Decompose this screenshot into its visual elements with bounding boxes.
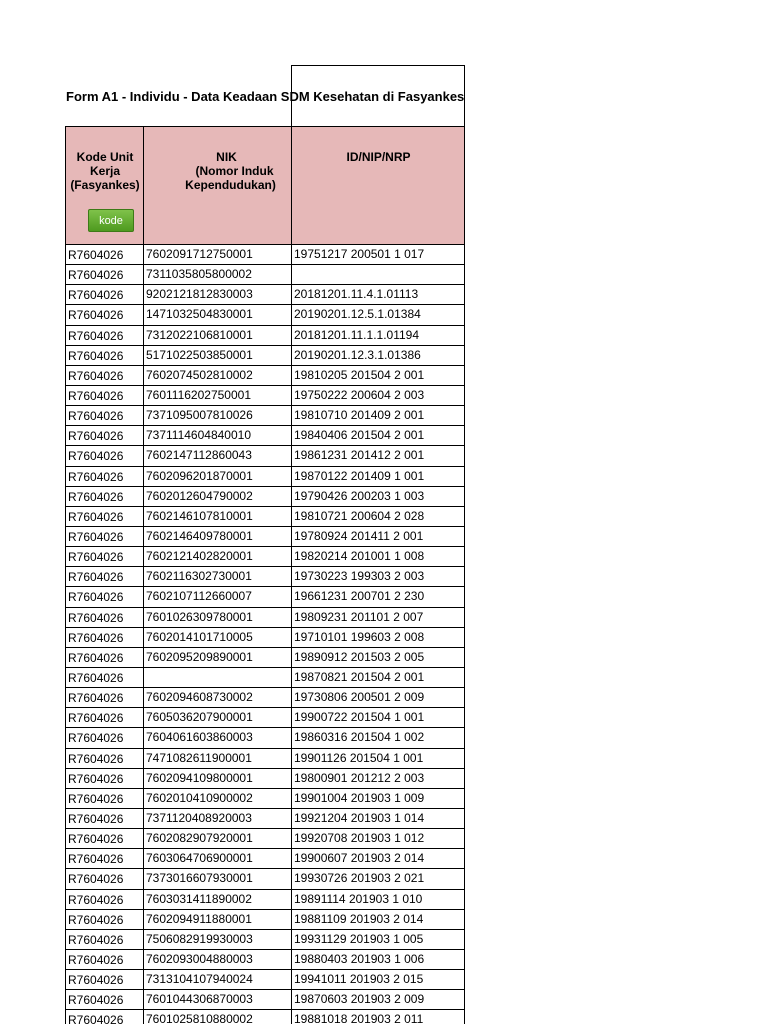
cell-kode-unit[interactable]: R7604026	[66, 909, 144, 929]
table-row	[66, 506, 465, 526]
cell-nik[interactable]: 7601026309780001	[144, 607, 292, 627]
header-kode-unit-line3: (Fasyankes)	[70, 178, 140, 192]
table-row	[66, 345, 465, 365]
table-row	[66, 385, 465, 405]
table-row	[66, 949, 465, 969]
cell-nik[interactable]: 7602012604790002	[144, 486, 292, 506]
cell-kode-unit[interactable]: R7604026	[66, 949, 144, 969]
cell-id-nip-nrp[interactable]: 19900607 201903 2 014	[292, 849, 465, 869]
cell-id-nip-nrp[interactable]: 19730223 199303 2 003	[292, 567, 465, 587]
cell-kode-unit[interactable]: R7604026	[66, 345, 144, 365]
cell-id-nip-nrp[interactable]: 19790426 200203 1 003	[292, 486, 465, 506]
header-nik-line3: Kependudukan)	[185, 178, 276, 192]
cell-nik[interactable]: 7506082919930003	[144, 929, 292, 949]
table-row	[66, 466, 465, 486]
table-row	[66, 688, 465, 708]
cell-nik[interactable]: 7311035805800002	[144, 265, 292, 285]
cell-kode-unit[interactable]: R7604026	[66, 406, 144, 426]
header-id-nip-nrp-label: ID/NIP/NRP	[346, 150, 411, 164]
table-row	[66, 808, 465, 828]
cell-id-nip-nrp[interactable]: 19870603 201903 2 009	[292, 990, 465, 1010]
cell-nik[interactable]: 7602147112860043	[144, 446, 292, 466]
cell-id-nip-nrp[interactable]: 19901004 201903 1 009	[292, 788, 465, 808]
table-row	[66, 889, 465, 909]
cell-nik[interactable]: 7471082611900001	[144, 748, 292, 768]
table-row	[66, 849, 465, 869]
table-row	[66, 486, 465, 506]
table-row	[66, 929, 465, 949]
cell-id-nip-nrp[interactable]: 19751217 200501 1 017	[292, 245, 465, 265]
table-row	[66, 365, 465, 385]
table-row	[66, 265, 465, 285]
cell-kode-unit[interactable]: R7604026	[66, 486, 144, 506]
table-row	[66, 647, 465, 667]
cell-nik[interactable]: 1471032504830001	[144, 305, 292, 325]
cell-kode-unit[interactable]: R7604026	[66, 990, 144, 1010]
cell-id-nip-nrp[interactable]: 19730806 200501 2 009	[292, 688, 465, 708]
cell-nik[interactable]: 7602091712750001	[144, 245, 292, 265]
cell-kode-unit[interactable]: R7604026	[66, 808, 144, 828]
table-row	[66, 426, 465, 446]
cell-kode-unit[interactable]: R7604026	[66, 245, 144, 265]
cell-kode-unit[interactable]: R7604026	[66, 426, 144, 446]
cell-kode-unit[interactable]: R7604026	[66, 970, 144, 990]
cell-nik[interactable]: 7312022106810001	[144, 325, 292, 345]
cell-id-nip-nrp[interactable]: 19710101 199603 2 008	[292, 627, 465, 647]
cell-kode-unit[interactable]: R7604026	[66, 627, 144, 647]
cell-nik[interactable]: 7602093004880003	[144, 949, 292, 969]
kode-button[interactable]: kode	[88, 209, 134, 232]
cell-id-nip-nrp[interactable]	[292, 265, 465, 285]
table-row	[66, 768, 465, 788]
cell-id-nip-nrp[interactable]: 19820214 201001 1 008	[292, 547, 465, 567]
cell-id-nip-nrp[interactable]: 20181201.11.1.1.01194	[292, 325, 465, 345]
cell-kode-unit[interactable]: R7604026	[66, 365, 144, 385]
cell-id-nip-nrp[interactable]: 19840406 201504 2 001	[292, 426, 465, 446]
cell-nik[interactable]: 7602146409780001	[144, 526, 292, 546]
cell-kode-unit[interactable]: R7604026	[66, 869, 144, 889]
cell-nik[interactable]: 7603064706900001	[144, 849, 292, 869]
data-table	[65, 126, 465, 1024]
cell-id-nip-nrp[interactable]: 19901126 201504 1 001	[292, 748, 465, 768]
header-kode-unit-line2: Kerja	[89, 164, 121, 178]
table-row	[66, 245, 465, 265]
cell-id-nip-nrp[interactable]: 19891114 201903 1 010	[292, 889, 465, 909]
cell-nik[interactable]: 7603031411890002	[144, 889, 292, 909]
cell-id-nip-nrp[interactable]: 20190201.12.3.1.01386	[292, 345, 465, 365]
table-row	[66, 708, 465, 728]
table-row	[66, 829, 465, 849]
header-id-nip-nrp	[292, 127, 465, 245]
cell-kode-unit[interactable]: R7604026	[66, 547, 144, 567]
cell-nik[interactable]: 5171022503850001	[144, 345, 292, 365]
cell-kode-unit[interactable]: R7604026	[66, 768, 144, 788]
cell-nik[interactable]: 7601025810880002	[144, 1010, 292, 1024]
cell-id-nip-nrp[interactable]: 19881109 201903 2 014	[292, 909, 465, 929]
cell-nik[interactable]: 7602116302730001	[144, 567, 292, 587]
cell-kode-unit[interactable]: R7604026	[66, 667, 144, 687]
table-row	[66, 788, 465, 808]
cell-kode-unit[interactable]: R7604026	[66, 889, 144, 909]
header-row	[66, 127, 465, 245]
cell-id-nip-nrp[interactable]: 19870122 201409 1 001	[292, 466, 465, 486]
table-row	[66, 728, 465, 748]
cell-id-nip-nrp[interactable]: 19870821 201504 2 001	[292, 667, 465, 687]
cell-nik[interactable]: 7313104107940024	[144, 970, 292, 990]
cell-id-nip-nrp[interactable]: 19800901 201212 2 003	[292, 768, 465, 788]
cell-nik[interactable]: 7371095007810026	[144, 406, 292, 426]
cell-kode-unit[interactable]: R7604026	[66, 466, 144, 486]
cell-id-nip-nrp[interactable]: 19661231 200701 2 230	[292, 587, 465, 607]
cell-id-nip-nrp[interactable]: 19881018 201903 2 011	[292, 1010, 465, 1024]
cell-id-nip-nrp[interactable]: 19750222 200604 2 003	[292, 385, 465, 405]
cell-nik[interactable]: 7602121402820001	[144, 547, 292, 567]
cell-nik[interactable]: 7602010410900002	[144, 788, 292, 808]
cell-id-nip-nrp[interactable]: 19921204 201903 1 014	[292, 808, 465, 828]
cell-id-nip-nrp[interactable]: 20181201.11.4.1.01113	[292, 285, 465, 305]
cell-kode-unit[interactable]: R7604026	[66, 748, 144, 768]
cell-kode-unit[interactable]: R7604026	[66, 285, 144, 305]
cell-id-nip-nrp[interactable]: 19810721 200604 2 028	[292, 506, 465, 526]
cell-kode-unit[interactable]: R7604026	[66, 305, 144, 325]
table-row	[66, 667, 465, 687]
cell-kode-unit[interactable]: R7604026	[66, 647, 144, 667]
cell-nik[interactable]: 7373016607930001	[144, 869, 292, 889]
cell-kode-unit[interactable]: R7604026	[66, 506, 144, 526]
cell-kode-unit[interactable]: R7604026	[66, 849, 144, 869]
cell-nik[interactable]	[144, 667, 292, 687]
cell-kode-unit[interactable]: R7604026	[66, 607, 144, 627]
cell-kode-unit[interactable]: R7604026	[66, 929, 144, 949]
cell-kode-unit[interactable]: R7604026	[66, 567, 144, 587]
cell-id-nip-nrp[interactable]: 19890912 201503 2 005	[292, 647, 465, 667]
header-nik-line2: (Nomor Induk	[195, 164, 274, 178]
table-row	[66, 909, 465, 929]
table-row	[66, 325, 465, 345]
cell-kode-unit[interactable]: R7604026	[66, 728, 144, 748]
table-row	[66, 1010, 465, 1024]
cell-kode-unit[interactable]: R7604026	[66, 688, 144, 708]
cell-kode-unit[interactable]: R7604026	[66, 829, 144, 849]
cell-nik[interactable]: 7602095209890001	[144, 647, 292, 667]
header-nik-line1: NIK	[216, 150, 237, 164]
cell-id-nip-nrp[interactable]: 19861231 201412 2 001	[292, 446, 465, 466]
cell-id-nip-nrp[interactable]: 19920708 201903 1 012	[292, 829, 465, 849]
table-row	[66, 526, 465, 546]
cell-kode-unit[interactable]: R7604026	[66, 788, 144, 808]
cell-kode-unit[interactable]: R7604026	[66, 385, 144, 405]
cell-kode-unit[interactable]: R7604026	[66, 265, 144, 285]
cell-kode-unit[interactable]: R7604026	[66, 446, 144, 466]
table-row	[66, 607, 465, 627]
table-row	[66, 305, 465, 325]
cell-nik[interactable]: 7371114604840010	[144, 426, 292, 446]
cell-kode-unit[interactable]: R7604026	[66, 708, 144, 728]
cell-nik[interactable]: 7601116202750001	[144, 385, 292, 405]
cell-nik[interactable]: 7602146107810001	[144, 506, 292, 526]
table-row	[66, 285, 465, 305]
table-row	[66, 970, 465, 990]
cell-id-nip-nrp[interactable]: 19880403 201903 1 006	[292, 949, 465, 969]
cell-id-nip-nrp[interactable]: 19809231 201101 2 007	[292, 607, 465, 627]
form-title: Form A1 - Individu - Data Keadaan SDM Kesehatan di Fasyankes	[66, 89, 464, 104]
cell-id-nip-nrp[interactable]: 19931129 201903 1 005	[292, 929, 465, 949]
cell-kode-unit[interactable]: R7604026	[66, 1010, 144, 1024]
cell-nik[interactable]: 7605036207900001	[144, 708, 292, 728]
cell-id-nip-nrp[interactable]: 19810710 201409 2 001	[292, 406, 465, 426]
cell-kode-unit[interactable]: R7604026	[66, 325, 144, 345]
table-row	[66, 406, 465, 426]
cell-nik[interactable]: 7602107112660007	[144, 587, 292, 607]
table-row	[66, 990, 465, 1010]
cell-id-nip-nrp[interactable]: 19900722 201504 1 001	[292, 708, 465, 728]
cell-kode-unit[interactable]: R7604026	[66, 587, 144, 607]
cell-nik[interactable]: 7602074502810002	[144, 365, 292, 385]
table-row	[66, 627, 465, 647]
cell-nik[interactable]: 7602094608730002	[144, 688, 292, 708]
cell-id-nip-nrp[interactable]: 19941011 201903 2 015	[292, 970, 465, 990]
header-nik	[144, 127, 292, 245]
table-row	[66, 547, 465, 567]
header-kode-unit-line1: Kode Unit	[76, 150, 134, 164]
table-row	[66, 748, 465, 768]
cell-nik[interactable]: 7601044306870003	[144, 990, 292, 1010]
cell-id-nip-nrp[interactable]: 20190201.12.5.1.01384	[292, 305, 465, 325]
cell-id-nip-nrp[interactable]: 19810205 201504 2 001	[292, 365, 465, 385]
cell-nik[interactable]: 9202121812830003	[144, 285, 292, 305]
cell-id-nip-nrp[interactable]: 19930726 201903 2 021	[292, 869, 465, 889]
table-row	[66, 567, 465, 587]
cell-nik[interactable]: 7602094109800001	[144, 768, 292, 788]
cell-nik[interactable]: 7602094911880001	[144, 909, 292, 929]
cell-nik[interactable]: 7602082907920001	[144, 829, 292, 849]
table-row	[66, 446, 465, 466]
header-kode-unit	[66, 127, 144, 245]
cell-nik[interactable]: 7602096201870001	[144, 466, 292, 486]
cell-id-nip-nrp[interactable]: 19780924 201411 2 001	[292, 526, 465, 546]
cell-kode-unit[interactable]: R7604026	[66, 526, 144, 546]
table-row	[66, 869, 465, 889]
cell-nik[interactable]: 7604061603860003	[144, 728, 292, 748]
table-row	[66, 587, 465, 607]
cell-id-nip-nrp[interactable]: 19860316 201504 1 002	[292, 728, 465, 748]
cell-nik[interactable]: 7602014101710005	[144, 627, 292, 647]
cell-nik[interactable]: 7371120408920003	[144, 808, 292, 828]
